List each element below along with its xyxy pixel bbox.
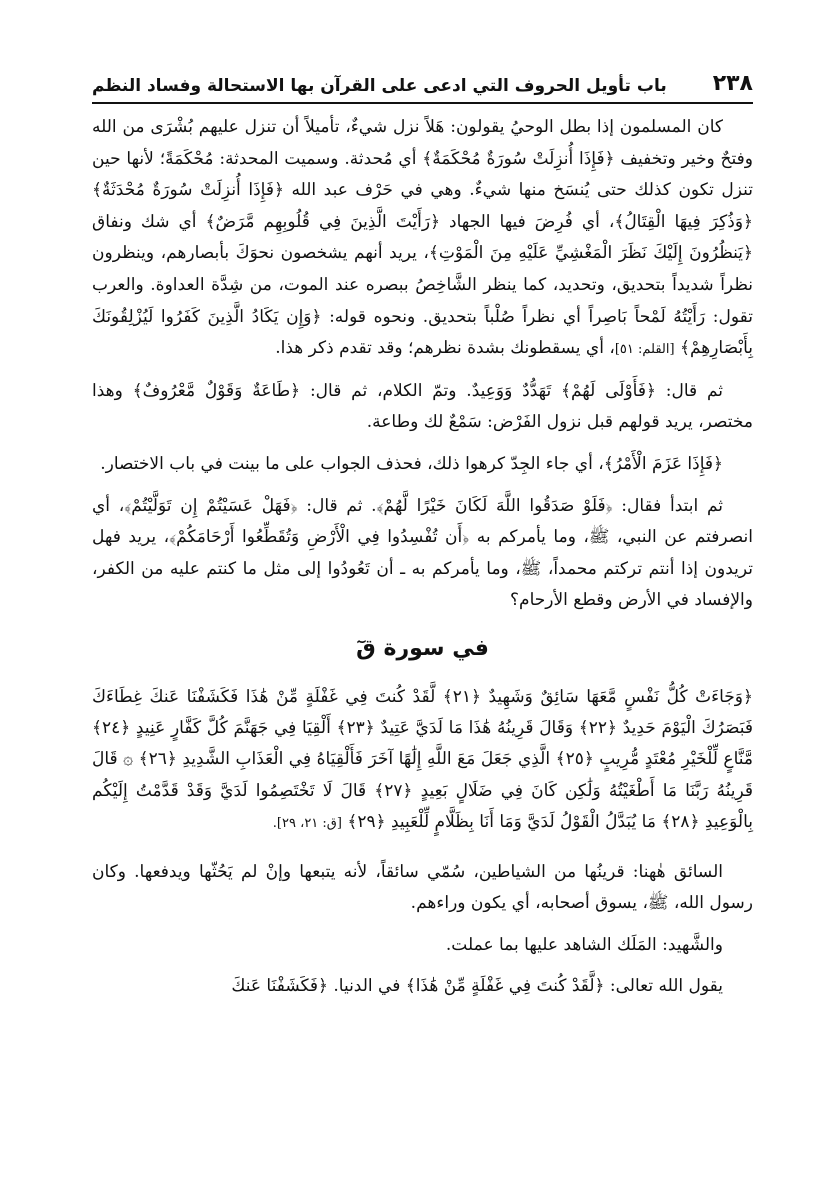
citation: [القلم: ٥١] (614, 342, 675, 358)
paragraph: كان المسلمون إذا بطل الوحيُ يقولون: هَلاً نزل شيءٌ، تأميلاً أن تنزل عليهم بُشْرَى من الله وفتحٌ وخير وتخفيف ﴿فَإِذَا أُنزِلَتْ سُورَةٌ مُحْكَمَةٌ﴾ أي مُحدثة. وسميت المحدثة: مُحْكَمَةً؛ لأنها حين تنزل تكون كذلك حتى يُنسَخ منها شيءٌ. وهي في حَرْف عبد الله ﴿فَإِذَا أُنزِلَتْ سُورَةٌ مُحْدَثَةٌ﴾ ﴿وَذُكِرَ فِيهَا الْقِتَالُ﴾، أي فُرِضَ فيها الجهاد ﴿رَأَيْتَ الَّذِينَ فِي قُلُوبِهِم مَّرَضٌ﴾ أي شك ونفاق ﴿يَنظُرُونَ إِلَيْكَ نَظَرَ الْمَغْشِيِّ عَلَيْهِ مِنَ الْمَوْتِ﴾، يريد أنهم يشخصون نحوَكَ بأبصارهم، وينظرون نظراً شديداً بتحديق، وتحديد، كما ينظر الشَّاخِصُ ببصره عند الموت، من شِدَّة العداوة. والعرب تقول: رَأَيْتُهُ لَمْحاً بَاصِراً أي نظراً صُلْباً بتحديق. ونحوه قوله: ﴿وَإِن يَكَادُ الَّذِينَ كَفَرُوا لَيُزْلِقُونَكَ بِأَبْصَارِهِمْ﴾ [القلم: ٥١]، أي يسقطونك بشدة نظرهم؛ وقد تقدم ذكر هذا. (92, 117, 753, 359)
page-header (92, 60, 753, 104)
paragraph: ثم ابتدأ فقال: ﴿فَلَوْ صَدَقُوا اللَّهَ لَكَانَ خَيْرًا لَّهُمْ﴾. ثم قال: ﴿فَهَلْ عَسَيْتُمْ إِن تَوَلَّيْتُمْ﴾، أي انصرفتم عن النبي، ﷺ، وما يأمركم به ﴿أَن تُفْسِدُوا فِي الْأَرْضِ وَتُقَطِّعُوا أَرْحَامَكُمْ﴾، يريد فهل تريدون إذا أنتم تركتم محمداً، ﷺ، وما يأمركم به ـ أن تَعُودُوا إلى مثل ما كنتم عليه من الكفر، والإفساد في الأرض وقطع الأرحام؟ (92, 495, 753, 611)
paragraph: يقول الله تعالى: ﴿لَّقَدْ كُنتَ فِي غَفْلَةٍ مِّنْ هَٰذَا﴾ في الدنيا. ﴿فَكَشَفْنَا عَنكَ (231, 976, 723, 997)
paragraph: والشَّهيد: المَلَك الشاهد عليها بما عملت. (445, 934, 723, 955)
running-title: باب تأويل الحروف التي ادعى على القرآن بها الاستحالة وفساد النظم (92, 76, 667, 96)
paragraph: ﴿فَإِذَا عَزَمَ الْأَمْرُ﴾، أي جاء الجِدّ كرهوا ذلك، فحذف الجواب على ما بينت في باب الاختصار. (100, 453, 723, 474)
paragraph: ثم قال: ﴿فَأَوْلَى لَهُمْ﴾ تَهَدُّدٌ وَوَعِيدٌ. وتمّ الكلام، ثم قال: ﴿طَاعَةٌ وَقَوْلٌ مَّعْرُوفٌ﴾ وهذا مختصر، يريد قولهم قبل نزول الفَرْض: سَمْعٌ لك وطاعة. (92, 380, 753, 433)
paragraph: السائق هٰهنا: قرينُها من الشياطين، سُمّي سائقاً، لأنه يتبعها وإنْ لم يَحُثّها ويدفعها. وكان رسول الله، ﷺ، يسوق أصحابه، أي يكون وراءهم. (92, 861, 753, 914)
page-number: ٢٣٨ (712, 71, 753, 96)
citation: [ق: ٢١، ٢٩]. (272, 816, 342, 832)
quran-block: ﴿وَجَاءَتْ كُلُّ نَفْسٍ مَّعَهَا سَائِقٌ وَشَهِيدٌ ﴿٢١﴾ لَّقَدْ كُنتَ فِي غَفْلَةٍ مِّنْ هَٰذَا فَكَشَفْنَا عَنكَ غِطَاءَكَ فَبَصَرُكَ الْيَوْمَ حَدِيدٌ ﴿٢٢﴾ وَقَالَ قَرِينُهُ هَٰذَا مَا لَدَيَّ عَتِيدٌ ﴿٢٣﴾ أَلْقِيَا فِي جَهَنَّمَ كُلَّ كَفَّارٍ عَنِيدٍ ﴿٢٤﴾ مَّنَّاعٍ لِّلْخَيْرِ مُعْتَدٍ مُّرِيبٍ ﴿٢٥﴾ الَّذِي جَعَلَ مَعَ اللَّهِ إِلَٰهًا آخَرَ فَأَلْقِيَاهُ فِي الْعَذَابِ الشَّدِيدِ ﴿٢٦﴾ ۞ قَالَ قَرِينُهُ رَبَّنَا مَا أَطْغَيْتُهُ وَلَٰكِن كَانَ فِي ضَلَالٍ بَعِيدٍ ﴿٢٧﴾ قَالَ لَا تَخْتَصِمُوا لَدَيَّ وَقَدْ قَدَّمْتُ إِلَيْكُم بِالْوَعِيدِ ﴿٢٨﴾ مَا يُبَدَّلُ الْقَوْلُ لَدَيَّ وَمَا أَنَا بِظَلَّامٍ لِّلْعَبِيدِ ﴿٢٩﴾ [ق: ٢١، ٢٩]. (92, 686, 753, 833)
section-heading: في سورة قٓ (356, 635, 489, 661)
page-body (92, 112, 753, 1003)
